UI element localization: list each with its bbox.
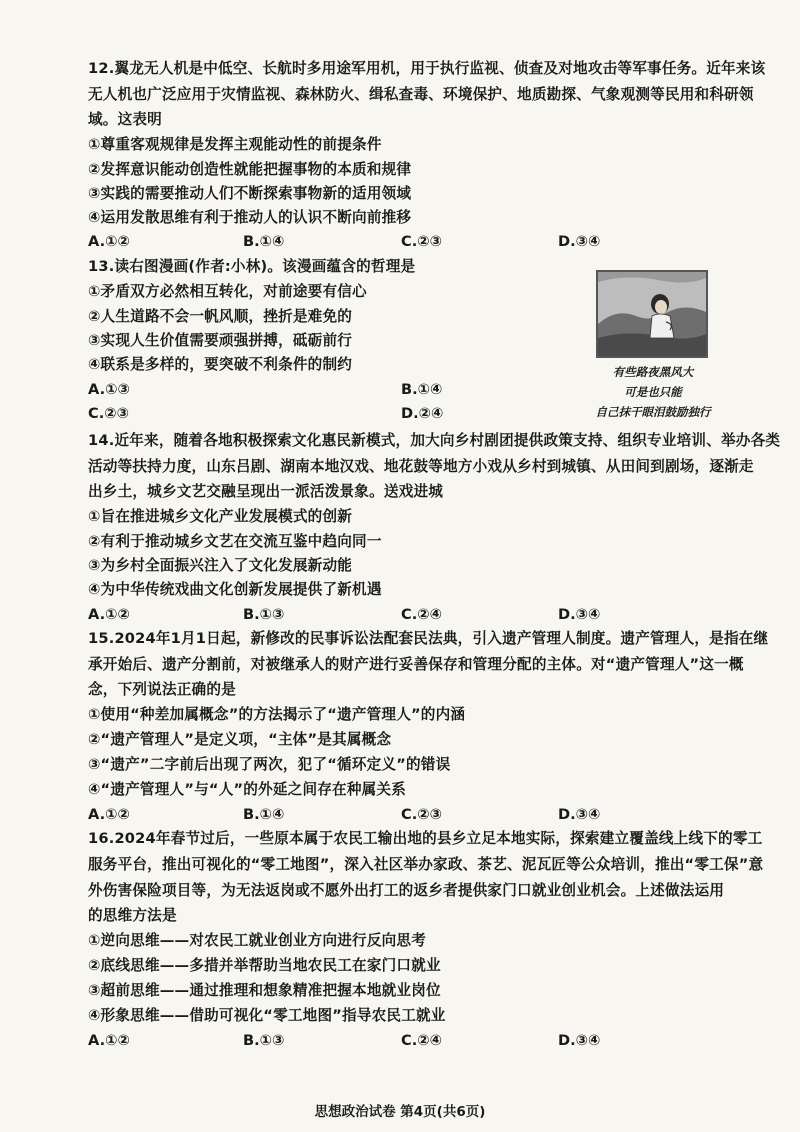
statement-3: ③“遗产”二字前后出现了两次，犯了“循环定义”的错误 (88, 756, 451, 773)
option-c: C.②③ (401, 806, 442, 823)
statement-2: ②人生道路不会一帆风顺，挫折是难免的 (88, 308, 353, 325)
question-15-stem: 念，下列说法正确的是 (88, 681, 236, 698)
option-a: A.①② (88, 606, 130, 623)
option-a: A.①② (88, 1032, 130, 1049)
statement-1: ①使用“种差加属概念”的方法揭示了“遗产管理人”的内涵 (88, 706, 466, 723)
question-12-stem: 无人机也广泛应用于灾情监视、森林防火、缉私查毒、环境保护、地质勘探、气象观测等民用和科研领 (88, 86, 754, 103)
option-b: B.①④ (401, 381, 443, 398)
cartoon-image (596, 270, 708, 358)
question-14-stem: 活动等扶持力度，山东吕剧、湖南本地汉戏、地花鼓等地方小戏从乡村到城镇、从田间到剧场，逐渐走 (88, 458, 754, 475)
option-d: D.③④ (558, 606, 601, 623)
statement-1: ①逆向思维——对农民工就业创业方向进行反向思考 (88, 932, 427, 949)
option-b: B.①③ (243, 1032, 285, 1049)
option-c: C.②④ (401, 606, 442, 623)
option-a: A.①② (88, 806, 130, 823)
statement-3: ③为乡村全面振兴注入了文化发展新动能 (88, 557, 353, 574)
question-12-stem: 域。这表明 (88, 111, 162, 128)
cartoon-caption-line: 自己抹干眼泪鼓励独行 (595, 405, 711, 419)
question-13-stem: 13.读右图漫画(作者:小林)。该漫画蕴含的哲理是 (88, 258, 416, 275)
statement-1: ①尊重客观规律是发挥主观能动性的前提条件 (88, 136, 382, 153)
statement-3: ③实践的需要推动人们不断探索事物新的适用领域 (88, 185, 412, 202)
statement-4: ④联系是多样的，要突破不利条件的制约 (88, 356, 353, 373)
statement-3: ③实现人生价值需要顽强拼搏，砥砺前行 (88, 332, 353, 349)
cartoon-illustration (598, 272, 706, 356)
statement-3: ③超前思维——通过推理和想象精准把握本地就业岗位 (88, 982, 441, 999)
option-d: D.③④ (558, 233, 601, 250)
statement-1: ①旨在推进城乡文化产业发展模式的创新 (88, 508, 353, 525)
option-c: C.②④ (401, 1032, 442, 1049)
question-16-stem: 外伤害保险项目等，为无法返岗或不愿外出打工的返乡者提供家门口就业创业机会。上述做法运用 (88, 882, 725, 899)
option-d: D.③④ (558, 1032, 601, 1049)
option-c: C.②③ (88, 405, 129, 422)
question-16-stem: 的思维方法是 (88, 907, 177, 924)
option-b: B.①④ (243, 806, 285, 823)
question-15-stem: 承开始后、遗产分割前，对被继承人的财产进行妥善保存和管理分配的主体。对“遗产管理人”这一概 (88, 656, 744, 673)
statement-4: ④形象思维——借助可视化“零工地图”指导农民工就业 (88, 1007, 446, 1024)
statement-4: ④“遗产管理人”与“人”的外延之间存在种属关系 (88, 781, 407, 798)
question-14-stem: 14.近年来，随着各地积极探索文化惠民新模式，加大向乡村剧团提供政策支持、组织专业培训、举办各类 (88, 432, 781, 449)
question-12-stem: 12.翼龙无人机是中低空、长航时多用途军用机，用于执行监视、侦查及对地攻击等军事任务。近年来该 (88, 60, 766, 77)
option-b: B.①④ (243, 233, 285, 250)
page-footer: 思想政治试卷 第4页(共6页) (314, 1104, 486, 1120)
cartoon-caption-line: 有些路夜黑风大 (612, 365, 694, 379)
statement-4: ④为中华传统戏曲文化创新发展提供了新机遇 (88, 581, 382, 598)
cartoon-caption-line: 可是也只能 (624, 385, 682, 399)
statement-2: ②发挥意识能动创造性就能把握事物的本质和规律 (88, 161, 412, 178)
statement-1: ①矛盾双方必然相互转化，对前途要有信心 (88, 283, 367, 300)
question-16-stem: 16.2024年春节过后，一些原本属于农民工输出地的县乡立足本地实际，探索建立覆盖线上线下的零工 (88, 830, 763, 847)
option-d: D.②④ (401, 405, 444, 422)
statement-2: ②有利于推动城乡文艺在交流互鉴中趋向同一 (88, 533, 382, 550)
question-14-stem: 出乡土，城乡文艺交融呈现出一派活泼景象。送戏进城 (88, 483, 444, 500)
statement-4: ④运用发散思维有利于推动人的认识不断向前推移 (88, 209, 412, 226)
question-15-stem: 15.2024年1月1日起，新修改的民事诉讼法配套民法典，引入遗产管理人制度。遗产管理人，是指在继 (88, 630, 769, 647)
option-b: B.①③ (243, 606, 285, 623)
option-d: D.③④ (558, 806, 601, 823)
option-a: A.①③ (88, 381, 130, 398)
statement-2: ②底线思维——多措并举帮助当地农民工在家门口就业 (88, 957, 441, 974)
option-a: A.①② (88, 233, 130, 250)
question-16-stem: 服务平台，推出可视化的“零工地图”，深入社区举办家政、茶艺、泥瓦匠等公众培训，推出“零工保”意 (88, 856, 764, 873)
option-c: C.②③ (401, 233, 442, 250)
statement-2: ②“遗产管理人”是定义项，“主体”是其属概念 (88, 731, 392, 748)
